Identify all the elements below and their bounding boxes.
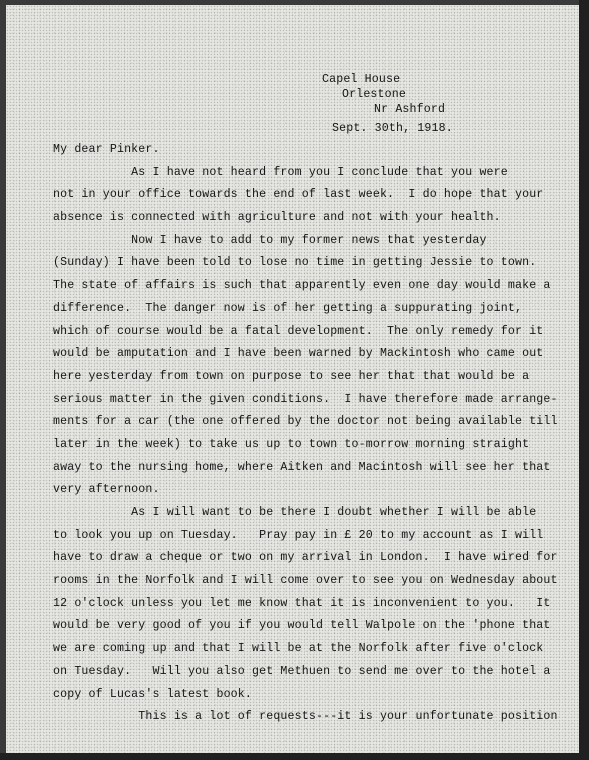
body-line: would be amputation and I have been warned by Mackintosh who came out — [53, 347, 544, 361]
scan-border-bottom — [0, 753, 589, 760]
body-line: ments for a car (the one offered by the doctor not being available till — [53, 415, 558, 429]
body-line: This is a lot of requests---it is your unfortunate position — [53, 710, 558, 724]
letter-body — [53, 139, 573, 729]
body-line: later in the week) to take us up to town to-morrow morning straight — [53, 437, 530, 451]
scan-border-right — [579, 0, 589, 760]
body-line: difference. The danger now is of her getting a suppurating joint, — [53, 301, 523, 315]
body-line: rooms in the Norfolk and I will come over to see you on Wednesday about — [53, 574, 558, 588]
body-line: we are coming up and that I will be at the Norfolk after five o'clock — [53, 642, 544, 656]
salutation: My dear Pinker. — [53, 143, 160, 156]
letter-date: Sept. 30th, 1918. — [332, 122, 453, 135]
body-line: (Sunday) I have been told to lose no time in getting Jessie to town. — [53, 256, 537, 270]
body-line: would be very good of you if you would tell Walpole on the 'phone that — [53, 619, 551, 633]
body-line: on Tuesday. Will you also get Methuen to send me over to the hotel a — [53, 664, 551, 678]
body-line: serious matter in the given conditions. I have therefore made arrange- — [53, 392, 558, 406]
address-line-1: Capel House — [322, 73, 401, 86]
body-line: The state of affairs is such that apparently even one day would make a — [53, 279, 551, 293]
body-line: away to the nursing home, where Aitken and Macintosh will see her that — [53, 460, 551, 474]
address-line-3: Nr Ashford — [374, 103, 446, 116]
body-line: As I will want to be there I doubt whether I will be able — [53, 506, 537, 519]
body-line: 12 o'clock unless you let me know that it is inconvenient to you. It — [53, 596, 551, 610]
body-line: very afternoon. — [53, 483, 160, 497]
body-line: As I have not heard from you I conclude that you were — [53, 165, 508, 179]
body-line: here yesterday from town on purpose to see her that that would be a — [53, 369, 530, 383]
body-line: to look you up on Tuesday. Pray pay in £ 20 to my account as I will — [53, 528, 544, 542]
body-line: copy of Lucas's latest book. — [53, 687, 253, 701]
body-line: Now I have to add to my former news that yesterday — [53, 233, 487, 247]
address-line-2: Orlestone — [342, 88, 406, 101]
body-line: absence is connected with agriculture and not with your health. — [53, 211, 501, 225]
body-line: have to draw a cheque or two on my arrival in London. I have wired for — [53, 551, 558, 565]
body-line: which of course would be a fatal development. The only remedy for it — [53, 324, 544, 338]
letter-page — [6, 5, 579, 753]
body-line: not in your office towards the end of last week. I do hope that your — [53, 188, 544, 202]
